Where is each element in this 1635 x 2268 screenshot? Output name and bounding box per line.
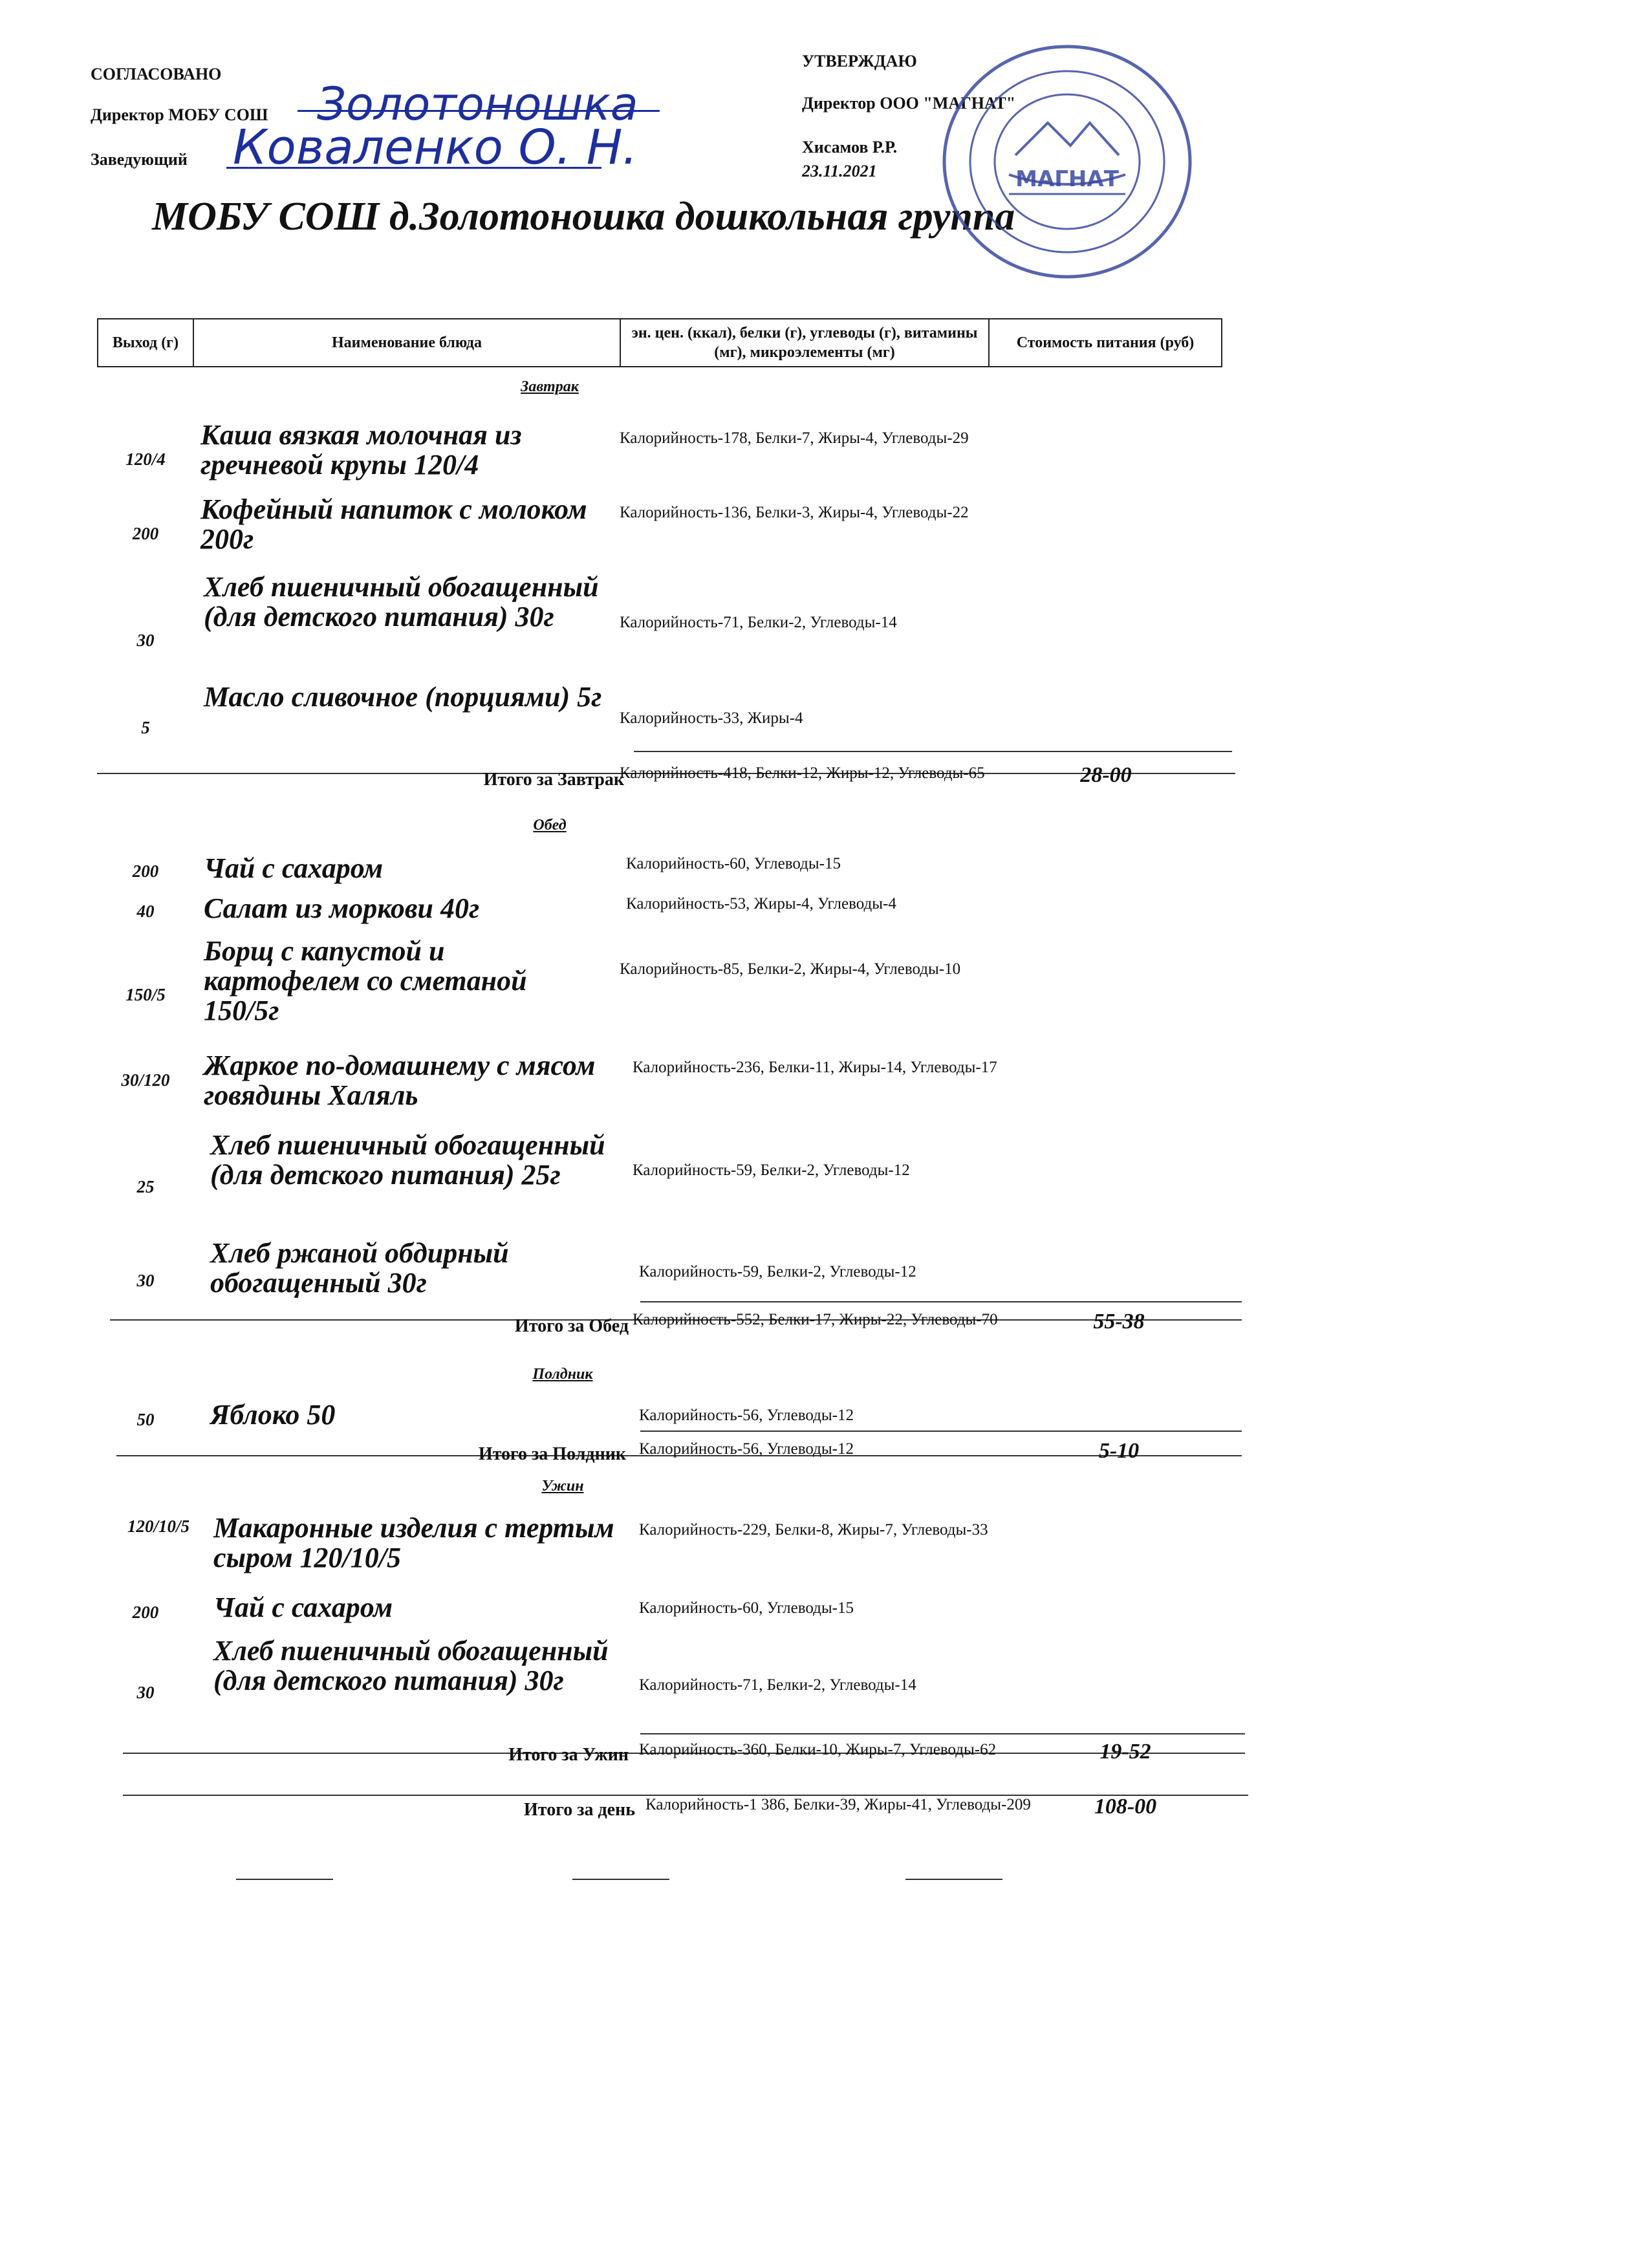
row-nutrition: Калорийность-60, Углеводы-15 xyxy=(626,855,841,872)
row-dish-name: Хлеб пшеничный обогащенный (для детского питания) 30г xyxy=(213,1635,609,1696)
row-dish-name: Хлеб ржаной обдирный обогащенный 30г xyxy=(210,1237,509,1299)
total-cost: 19-52 xyxy=(1099,1740,1151,1764)
row-dish-name: Салат из моркови 40г xyxy=(204,892,480,924)
section-title-dinner: Ужин xyxy=(541,1478,584,1495)
row-output: 200 xyxy=(132,1603,159,1622)
approval-heading-left: СОГЛАСОВАНО xyxy=(91,65,222,83)
row-nutrition: Калорийность-85, Белки-2, Жиры-4, Углеводы-10 xyxy=(620,960,961,978)
approval-date: 23.11.2021 xyxy=(802,162,877,180)
section-title-lunch: Обед xyxy=(533,817,567,834)
svg-text:МАГНАТ: МАГНАТ xyxy=(1015,166,1119,192)
row-output: 30 xyxy=(136,1683,155,1702)
row-output: 200 xyxy=(132,861,159,881)
row-nutrition: Калорийность-56, Углеводы-12 xyxy=(639,1407,854,1424)
row-nutrition: Калорийность-53, Жиры-4, Углеводы-4 xyxy=(626,895,896,913)
row-nutrition: Калорийность-229, Белки-8, Жиры-7, Углеводы-33 xyxy=(639,1521,988,1539)
day-total-nutrition: Калорийность-1 386, Белки-39, Жиры-41, Углеводы-209 xyxy=(645,1796,1031,1813)
total-cost: 55-38 xyxy=(1093,1310,1145,1334)
row-output: 30 xyxy=(136,631,155,650)
row-dish-name: Масло сливочное (порциями) 5г xyxy=(204,681,602,713)
row-dish-name: Каша вязкая молочная из гречневой крупы 120/4 xyxy=(200,419,522,481)
approval-line-director: Директор МОБУ СОШ xyxy=(91,105,268,124)
row-output: 5 xyxy=(141,718,150,737)
row-dish-name: Хлеб пшеничный обогащенный (для детского питания) 25г xyxy=(210,1129,605,1191)
total-nutrition: Калорийность-360, Белки-10, Жиры-7, Углеводы-62 xyxy=(639,1741,997,1758)
approval-heading-right: УТВЕРЖДАЮ xyxy=(802,52,917,70)
row-dish-name: Борщ с капустой и картофелем со сметаной 150/5г xyxy=(204,935,527,1026)
row-output: 40 xyxy=(136,902,155,921)
company-seal-icon xyxy=(931,39,1203,285)
row-nutrition: Калорийность-59, Белки-2, Углеводы-12 xyxy=(633,1161,910,1179)
divider-line xyxy=(640,1431,1242,1432)
row-output: 150/5 xyxy=(125,985,166,1004)
day-total-cost: 108-00 xyxy=(1094,1795,1157,1819)
row-dish-name: Макаронные изделия с тертым сыром 120/10/5 xyxy=(213,1512,614,1573)
row-dish-name: Кофейный напиток с молоком 200г xyxy=(200,493,587,555)
row-output: 30 xyxy=(136,1271,155,1290)
total-nutrition: Калорийность-552, Белки-17, Жиры-22, Углеводы-70 xyxy=(633,1311,998,1328)
row-output: 200 xyxy=(132,524,159,543)
total-label: Итого за Завтрак xyxy=(483,770,624,790)
day-total-label: Итого за день xyxy=(524,1800,635,1820)
signature-line-1 xyxy=(298,110,660,112)
column-header-cost: Стоимость питания (руб) xyxy=(988,318,1222,367)
page-title: МОБУ СОШ д.Золотоношка дошкольная группа xyxy=(152,195,1015,239)
total-nutrition: Калорийность-418, Белки-12, Жиры-12, Углеводы-65 xyxy=(620,764,985,782)
row-output: 30/120 xyxy=(121,1070,170,1090)
total-label: Итого за Ужин xyxy=(508,1745,629,1765)
approval-line-name: Хисамов Р.Р. xyxy=(802,138,898,157)
row-nutrition: Калорийность-71, Белки-2, Углеводы-14 xyxy=(639,1676,916,1694)
row-dish-name: Чай с сахаром xyxy=(213,1592,393,1623)
approval-line-head: Заведующий xyxy=(91,150,188,169)
divider-line xyxy=(640,1301,1242,1302)
section-title-breakfast: Завтрак xyxy=(521,378,579,395)
total-cost: 28-00 xyxy=(1080,763,1132,787)
row-dish-name: Яблоко 50 xyxy=(210,1399,336,1431)
row-output: 50 xyxy=(136,1410,155,1429)
section-title-snack: Полдник xyxy=(532,1366,593,1383)
row-nutrition: Калорийность-178, Белки-7, Жиры-4, Углеводы-29 xyxy=(620,429,969,447)
total-cost: 5-10 xyxy=(1098,1439,1140,1463)
row-nutrition: Калорийность-33, Жиры-4 xyxy=(620,709,803,727)
column-header-nutrition: эн. цен. (ккал), белки (г), углеводы (г), витамины (мг), микроэлементы (мг) xyxy=(620,318,990,367)
row-output: 120/4 xyxy=(125,449,166,469)
total-label: Итого за Обед xyxy=(514,1316,629,1336)
handwritten-signature-1: Золотоношка xyxy=(317,78,638,131)
total-label: Итого за Полдник xyxy=(478,1444,626,1464)
row-output: 120/10/5 xyxy=(127,1517,189,1536)
row-nutrition: Калорийность-136, Белки-3, Жиры-4, Углеводы-22 xyxy=(620,504,969,521)
row-dish-name: Чай с сахаром xyxy=(204,852,384,884)
blank-signature-line xyxy=(905,1879,1002,1880)
column-header-dish: Наименование блюда xyxy=(193,318,621,367)
column-header-output: Выход (г) xyxy=(97,318,194,367)
row-dish-name: Хлеб пшеничный обогащенный (для детского питания) 30г xyxy=(204,571,599,632)
blank-signature-line xyxy=(572,1879,669,1880)
blank-signature-line xyxy=(236,1879,333,1880)
divider-line xyxy=(634,751,1232,752)
handwritten-signature-2: Коваленко О. Н. xyxy=(233,120,638,175)
row-dish-name: Жаркое по-домашнему с мясом говядины Халяль xyxy=(204,1050,596,1111)
row-nutrition: Калорийность-60, Углеводы-15 xyxy=(639,1599,854,1617)
divider-line xyxy=(640,1733,1245,1734)
row-nutrition: Калорийность-59, Белки-2, Углеводы-12 xyxy=(639,1263,916,1280)
signature-line-2 xyxy=(226,167,601,169)
approval-line-company: Директор ООО "МАГНАТ" xyxy=(802,94,1016,113)
row-nutrition: Калорийность-236, Белки-11, Жиры-14, Углеводы-17 xyxy=(633,1059,997,1076)
row-output: 25 xyxy=(136,1177,155,1196)
row-nutrition: Калорийность-71, Белки-2, Углеводы-14 xyxy=(620,614,897,631)
total-nutrition: Калорийность-56, Углеводы-12 xyxy=(639,1440,854,1458)
